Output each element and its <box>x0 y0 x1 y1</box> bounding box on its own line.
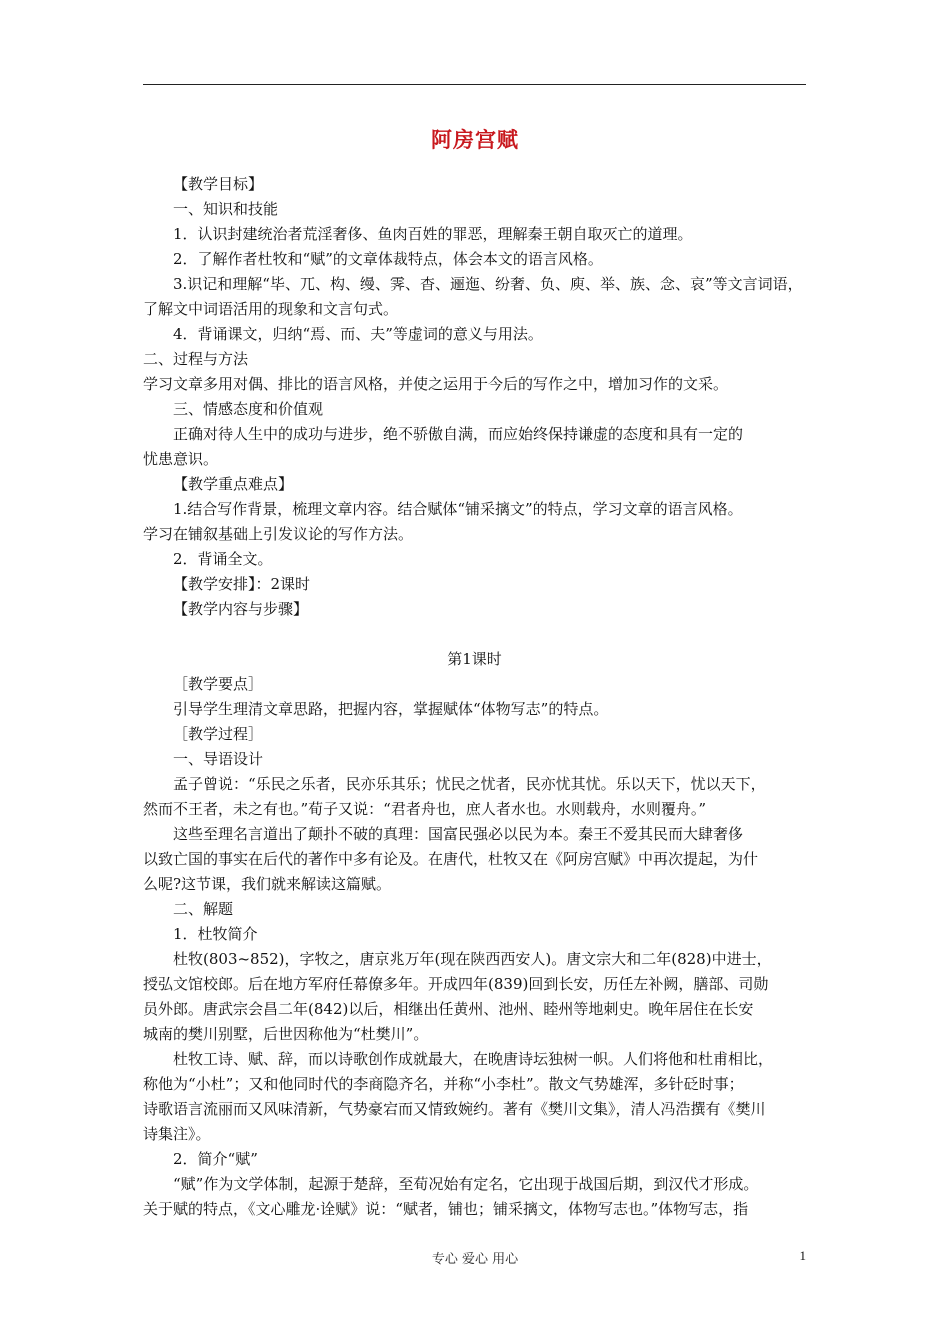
text-line: 诗集注》。 <box>143 1125 211 1143</box>
text-line: 了解文中词语活用的现象和文言句式。 <box>143 300 399 318</box>
text-line: 【教学内容与步骤】 <box>173 600 309 618</box>
text-line: 2．背诵全文。 <box>173 550 273 568</box>
text-line: 3.识记和理解“毕、兀、构、缦、霁、杳、逦迤、纷奢、负、庾、举、族、念、哀”等文言词语， <box>173 275 803 293</box>
text-line: ［教学过程］ <box>173 725 264 743</box>
text-line: 第1课时 <box>447 650 502 668</box>
text-line: 授弘文馆校郎。后在地方军府任幕僚多年。开成四年(839)回到长安，历任左补阙，膳部、司勋 <box>143 975 769 993</box>
text-line: 杜牧(803~852)，字牧之，唐京兆万年(现在陕西西安人)。唐文宗大和二年(828)中进士， <box>173 950 772 968</box>
text-line: 诗歌语言流丽而又风味清新，气势豪宕而又情致婉约。著有《樊川文集》，清人冯浩撰有《樊川 <box>143 1100 766 1118</box>
text-line: “赋”作为文学体制，起源于楚辞，至荀况始有定名，它出现于战国后期，到汉代才形成。 <box>173 1175 759 1193</box>
text-line: 4．背诵课文，归纳“焉、而、夫”等虚词的意义与用法。 <box>173 325 543 343</box>
document-body <box>143 172 806 1222</box>
text-line: 2．了解作者杜牧和“赋”的文章体裁特点，体会本文的语言风格。 <box>173 250 603 268</box>
text-line: 【教学目标】 <box>173 175 264 193</box>
text-line: 忧患意识。 <box>143 450 219 468</box>
text-line: 城南的樊川别墅，后世因称他为“杜樊川”。 <box>143 1025 429 1043</box>
text-line: 二、解题 <box>173 900 234 918</box>
text-line: 1.结合写作背景，梳理文章内容。结合赋体“铺采摛文”的特点，学习文章的语言风格。 <box>173 500 743 518</box>
text-line: 关于赋的特点，《文心雕龙·诠赋》说：“赋者，铺也；铺采摛文，体物写志也。”体物写志，指 <box>143 1200 749 1218</box>
text-line: 一、导语设计 <box>173 750 264 768</box>
text-line: 三、情感态度和价值观 <box>173 400 324 418</box>
blank-line <box>143 622 806 647</box>
text-line: 这些至理名言道出了颠扑不破的真理：国富民强必以民为本。秦王不爱其民而大肆奢侈 <box>173 825 744 843</box>
text-line: 杜牧工诗、赋、辞，而以诗歌创作成就最大，在晚唐诗坛独树一帜。人们将他和杜甫相比， <box>173 1050 774 1068</box>
text-line: 一、知识和技能 <box>173 200 279 218</box>
text-line: 学习文章多用对偶、排比的语言风格，并使之运用于今后的写作之中，增加习作的文采。 <box>143 375 729 393</box>
text-line: 正确对待人生中的成功与进步，绝不骄傲自满，而应始终保持谦虚的态度和具有一定的 <box>173 425 744 443</box>
text-line: 二、过程与方法 <box>143 350 249 368</box>
text-line: ［教学要点］ <box>173 675 264 693</box>
text-line: 然而不王者，未之有也。”荀子又说：“君者舟也，庶人者水也。水则载舟，水则覆舟。” <box>143 800 707 818</box>
page-number: 1 <box>799 1248 806 1263</box>
text-line: 2．简介“赋” <box>173 1150 258 1168</box>
text-line: 称他为“小杜”；又和他同时代的李商隐齐名，并称“小李杜”。散文气势雄浑，多针砭时事； <box>143 1075 744 1093</box>
text-line: 以致亡国的事实在后代的著作中多有论及。在唐代，杜牧又在《阿房宫赋》中再次提起，为什 <box>143 850 759 868</box>
document-title: 阿房宫赋 <box>431 128 519 152</box>
text-line: 1．认识封建统治者荒淫奢侈、鱼肉百姓的罪恶，理解秦王朝自取灭亡的道理。 <box>173 225 693 243</box>
text-line: 【教学安排】：2课时 <box>173 575 311 593</box>
header-rule <box>143 84 806 85</box>
text-line: 孟子曾说：“乐民之乐者，民亦乐其乐；忧民之忧者，民亦忧其忧。乐以天下，忧以天下， <box>173 775 766 793</box>
text-line: 【教学重点难点】 <box>173 475 294 493</box>
text-line: 引导学生理清文章思路，把握内容，掌握赋体“体物写志”的特点。 <box>173 700 609 718</box>
text-line: 1．杜牧简介 <box>173 925 258 943</box>
page-footer: 专心 爱心 用心 <box>431 1252 519 1267</box>
text-line: 么呢?这节课，我们就来解读这篇赋。 <box>143 875 392 893</box>
text-line: 员外郎。唐武宗会昌二年(842)以后，相继出任黄州、池州、睦州等地刺史。晚年居住在长安 <box>143 1000 754 1018</box>
text-line: 学习在铺叙基础上引发议论的写作方法。 <box>143 525 414 543</box>
